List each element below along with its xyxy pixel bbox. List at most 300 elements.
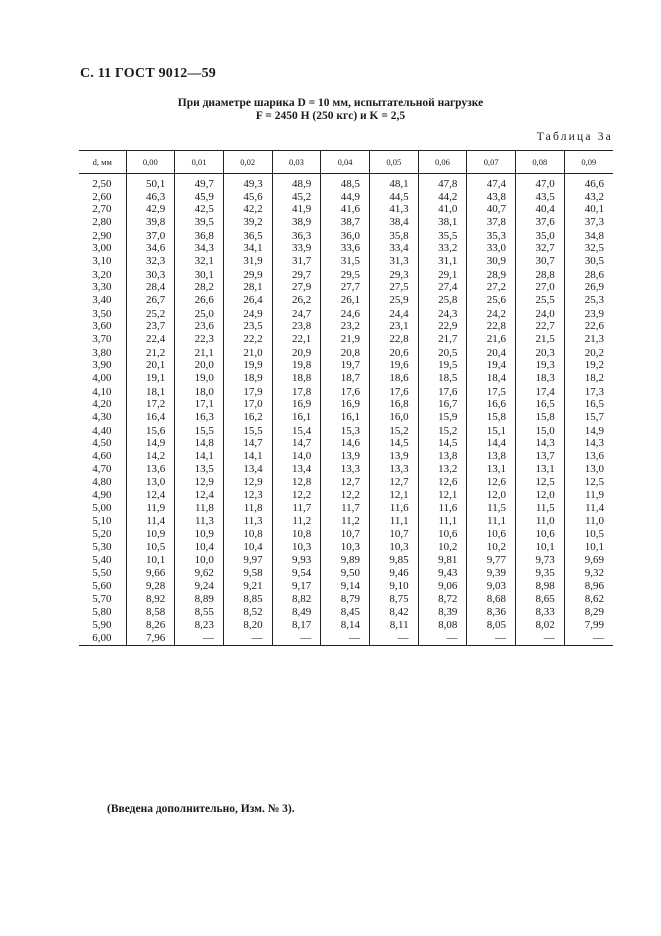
hardness-cell: 16,3 bbox=[175, 411, 224, 425]
page-header: С. 11 ГОСТ 9012—59 bbox=[80, 66, 217, 81]
hardness-cell: 13,6 bbox=[564, 450, 613, 464]
hardness-cell: 30,5 bbox=[564, 255, 613, 269]
hardness-cell: 38,9 bbox=[272, 216, 321, 230]
hardness-cell: 18,3 bbox=[516, 372, 565, 386]
hardness-cell: 19,1 bbox=[126, 372, 175, 386]
hardness-cell: 15,7 bbox=[564, 411, 613, 425]
hardness-cell: 14,3 bbox=[516, 437, 565, 450]
hardness-cell: 29,1 bbox=[418, 269, 467, 282]
hardness-cell: 43,8 bbox=[467, 191, 516, 204]
hardness-cell: 20,8 bbox=[321, 347, 370, 360]
diameter-cell: 5,00 bbox=[92, 502, 112, 515]
hardness-cell: 9,50 bbox=[321, 567, 370, 581]
hardness-cell: 36,5 bbox=[223, 230, 272, 243]
hardness-cell: 10,8 bbox=[223, 528, 272, 542]
hardness-cell: 24,2 bbox=[467, 308, 516, 321]
hardness-cell: 46,6 bbox=[564, 174, 613, 191]
hardness-cell: 30,9 bbox=[467, 255, 516, 269]
column-header: 0,05 bbox=[369, 151, 418, 174]
hardness-cell: 12,9 bbox=[223, 476, 272, 489]
hardness-cell: 38,7 bbox=[321, 216, 370, 230]
hardness-cell: 14,4 bbox=[467, 437, 516, 450]
hardness-cell: 14,9 bbox=[564, 425, 613, 438]
hardness-cell: 19,7 bbox=[321, 359, 370, 372]
hardness-cell: 8,55 bbox=[175, 606, 224, 620]
column-header: 0,01 bbox=[175, 151, 224, 174]
hardness-cell: 17,8 bbox=[272, 386, 321, 399]
hardness-cell: 35,8 bbox=[369, 230, 418, 243]
hardness-cell: 28,8 bbox=[516, 269, 565, 282]
hardness-cell: 11,3 bbox=[223, 515, 272, 528]
hardness-cell: 9,73 bbox=[516, 554, 565, 567]
hardness-cell: 12,7 bbox=[321, 476, 370, 489]
hardness-cell: 18,7 bbox=[321, 372, 370, 386]
hardness-cell: 32,7 bbox=[516, 242, 565, 255]
column-header: 0,07 bbox=[467, 151, 516, 174]
hardness-cell: 49,7 bbox=[175, 174, 224, 191]
hardness-cell: 9,10 bbox=[369, 580, 418, 593]
hardness-cell: 8,58 bbox=[126, 606, 175, 620]
hardness-cell: 27,9 bbox=[272, 281, 321, 294]
hardness-cell: 18,5 bbox=[418, 372, 467, 386]
hardness-cell: 50,1 bbox=[126, 174, 175, 191]
hardness-cell: 37,6 bbox=[516, 216, 565, 230]
hardness-cell: 9,54 bbox=[272, 567, 321, 581]
hardness-cell: 9,58 bbox=[223, 567, 272, 581]
hardness-cell: 17,1 bbox=[175, 398, 224, 411]
hardness-cell: 48,5 bbox=[321, 174, 370, 191]
hardness-cell: 34,3 bbox=[175, 242, 224, 255]
hardness-cell: 9,39 bbox=[467, 567, 516, 581]
hardness-cell: 17,4 bbox=[516, 386, 565, 399]
hardness-cell: 8,11 bbox=[369, 619, 418, 632]
hardness-cell: 24,7 bbox=[272, 308, 321, 321]
table-row bbox=[79, 450, 613, 464]
table-row bbox=[79, 463, 613, 476]
hardness-cell: 8,29 bbox=[564, 606, 613, 620]
hardness-cell: 28,6 bbox=[564, 269, 613, 282]
diameter-cell: 3,50 bbox=[92, 307, 112, 320]
hardness-cell: 14,7 bbox=[223, 437, 272, 450]
hardness-cell: 25,0 bbox=[175, 308, 224, 321]
hardness-cell: 10,5 bbox=[564, 528, 613, 542]
hardness-cell: 23,2 bbox=[321, 320, 370, 333]
hardness-cell: 10,8 bbox=[272, 528, 321, 542]
hardness-cell: 13,1 bbox=[516, 463, 565, 476]
hardness-cell: 33,6 bbox=[321, 242, 370, 255]
hardness-cell: 25,6 bbox=[467, 294, 516, 308]
hardness-cell: 12,4 bbox=[126, 489, 175, 503]
hardness-cell: 10,7 bbox=[369, 528, 418, 542]
hardness-cell: 18,1 bbox=[126, 386, 175, 399]
column-header: 0,09 bbox=[564, 151, 613, 174]
hardness-cell: 23,7 bbox=[126, 320, 175, 333]
table-row bbox=[79, 437, 613, 450]
hardness-cell: 8,08 bbox=[418, 619, 467, 632]
table-body bbox=[79, 174, 613, 646]
table-row bbox=[79, 580, 613, 593]
hardness-cell: 10,6 bbox=[516, 528, 565, 542]
hardness-cell: 49,3 bbox=[223, 174, 272, 191]
hardness-cell: 13,3 bbox=[369, 463, 418, 476]
hardness-cell: 19,8 bbox=[272, 359, 321, 372]
hardness-cell: 8,45 bbox=[321, 606, 370, 620]
hardness-cell: 13,4 bbox=[223, 463, 272, 476]
hardness-cell: — bbox=[369, 632, 418, 645]
hardness-cell: 13,5 bbox=[175, 463, 224, 476]
hardness-cell: 12,0 bbox=[516, 489, 565, 503]
hardness-cell: 40,7 bbox=[467, 203, 516, 216]
hardness-cell: 14,5 bbox=[418, 437, 467, 450]
diameter-cell: 3,10 bbox=[92, 255, 112, 268]
hardness-cell: 10,9 bbox=[126, 528, 175, 542]
diameter-cell: 3,40 bbox=[92, 294, 112, 307]
hardness-cell: 15,5 bbox=[223, 425, 272, 438]
hardness-cell: 9,17 bbox=[272, 580, 321, 593]
hardness-cell: 12,9 bbox=[175, 476, 224, 489]
hardness-cell: 33,2 bbox=[418, 242, 467, 255]
hardness-cell: 32,3 bbox=[126, 255, 175, 269]
hardness-cell: 22,8 bbox=[467, 320, 516, 333]
hardness-cell: 8,49 bbox=[272, 606, 321, 620]
hardness-cell: 16,5 bbox=[564, 398, 613, 411]
hardness-cell: — bbox=[564, 632, 613, 645]
hardness-cell: 10,9 bbox=[175, 528, 224, 542]
hardness-cell: 47,8 bbox=[418, 174, 467, 191]
hardness-cell: 20,3 bbox=[516, 347, 565, 360]
hardness-cell: 26,7 bbox=[126, 294, 175, 308]
hardness-cell: 29,3 bbox=[369, 269, 418, 282]
hardness-cell: 22,6 bbox=[564, 320, 613, 333]
hardness-cell: 21,1 bbox=[175, 347, 224, 360]
column-header: 0,00 bbox=[126, 151, 175, 174]
hardness-cell: 27,7 bbox=[321, 281, 370, 294]
table-row bbox=[79, 515, 613, 528]
hardness-cell: 17,9 bbox=[223, 386, 272, 399]
hardness-cell: 8,17 bbox=[272, 619, 321, 632]
hardness-cell: 19,2 bbox=[564, 359, 613, 372]
hardness-cell: 22,1 bbox=[272, 333, 321, 347]
hardness-cell: 15,8 bbox=[467, 411, 516, 425]
hardness-cell: 16,5 bbox=[516, 398, 565, 411]
hardness-cell: 11,7 bbox=[272, 502, 321, 515]
hardness-cell: 10,1 bbox=[516, 541, 565, 554]
table-row bbox=[79, 476, 613, 489]
hardness-cell: 35,5 bbox=[418, 230, 467, 243]
column-header: 0,04 bbox=[321, 151, 370, 174]
hardness-cell: 14,5 bbox=[369, 437, 418, 450]
hardness-cell: 8,72 bbox=[418, 593, 467, 606]
hardness-cell: 11,4 bbox=[126, 515, 175, 528]
table-row bbox=[79, 242, 613, 255]
table-row bbox=[79, 593, 613, 606]
hardness-cell: 16,9 bbox=[272, 398, 321, 411]
hardness-cell: 8,20 bbox=[223, 619, 272, 632]
hardness-cell: 17,5 bbox=[467, 386, 516, 399]
hardness-cell: 21,5 bbox=[516, 333, 565, 347]
hardness-cell: 10,2 bbox=[467, 541, 516, 554]
hardness-cell: 23,8 bbox=[272, 320, 321, 333]
hardness-cell: 10,1 bbox=[126, 554, 175, 567]
hardness-cell: 11,1 bbox=[369, 515, 418, 528]
hardness-cell: 37,8 bbox=[467, 216, 516, 230]
hardness-cell: 12,1 bbox=[369, 489, 418, 503]
hardness-cell: 15,8 bbox=[516, 411, 565, 425]
hardness-cell: 43,5 bbox=[516, 191, 565, 204]
diameter-cell: 3,90 bbox=[92, 359, 112, 372]
hardness-cell: 15,6 bbox=[126, 425, 175, 438]
hardness-cell: 28,4 bbox=[126, 281, 175, 294]
hardness-cell: 12,6 bbox=[418, 476, 467, 489]
hardness-cell: 25,5 bbox=[516, 294, 565, 308]
hardness-cell: 11,2 bbox=[321, 515, 370, 528]
hardness-cell: 16,4 bbox=[126, 411, 175, 425]
caption-line-2: F = 2450 Н (250 кгс) и K = 2,5 bbox=[255, 110, 406, 122]
hardness-cell: 13,3 bbox=[321, 463, 370, 476]
hardness-cell: 10,6 bbox=[418, 528, 467, 542]
column-header: 0,03 bbox=[272, 151, 321, 174]
hardness-cell: 22,9 bbox=[418, 320, 467, 333]
hardness-cell: 18,8 bbox=[272, 372, 321, 386]
hardness-cell: 11,5 bbox=[516, 502, 565, 515]
hardness-cell: 18,9 bbox=[223, 372, 272, 386]
table-row bbox=[79, 216, 613, 230]
hardness-cell: 8,98 bbox=[516, 580, 565, 593]
hardness-cell: 29,7 bbox=[272, 269, 321, 282]
table-row bbox=[79, 528, 613, 542]
hardness-cell: 44,2 bbox=[418, 191, 467, 204]
table-row bbox=[79, 269, 613, 282]
hardness-cell: 24,0 bbox=[516, 308, 565, 321]
hardness-cell: 32,1 bbox=[175, 255, 224, 269]
hardness-cell: 41,3 bbox=[369, 203, 418, 216]
hardness-cell: 33,9 bbox=[272, 242, 321, 255]
hardness-cell: 14,9 bbox=[126, 437, 175, 450]
hardness-cell: 41,0 bbox=[418, 203, 467, 216]
hardness-cell: 10,4 bbox=[175, 541, 224, 554]
hardness-cell: 10,5 bbox=[126, 541, 175, 554]
hardness-cell: 48,1 bbox=[369, 174, 418, 191]
hardness-cell: 13,8 bbox=[418, 450, 467, 464]
diameter-cell: 2,70 bbox=[92, 203, 112, 216]
hardness-cell: 15,3 bbox=[321, 425, 370, 438]
diameter-cell: 3,30 bbox=[92, 281, 112, 294]
table-label: Таблица 3а bbox=[536, 131, 613, 143]
table-row bbox=[79, 541, 613, 554]
hardness-cell: — bbox=[223, 632, 272, 645]
hardness-cell: 8,02 bbox=[516, 619, 565, 632]
hardness-cell: 10,3 bbox=[272, 541, 321, 554]
hardness-cell: 40,1 bbox=[564, 203, 613, 216]
hardness-cell: 48,9 bbox=[272, 174, 321, 191]
hardness-cell: 15,1 bbox=[467, 425, 516, 438]
table-row bbox=[79, 308, 613, 321]
hardness-cell: 8,85 bbox=[223, 593, 272, 606]
hardness-cell: 22,3 bbox=[175, 333, 224, 347]
hardness-cell: 31,5 bbox=[321, 255, 370, 269]
hardness-cell: 10,0 bbox=[175, 554, 224, 567]
hardness-cell: — bbox=[175, 632, 224, 645]
hardness-cell: 26,6 bbox=[175, 294, 224, 308]
diameter-cell: 5,80 bbox=[92, 606, 112, 619]
hardness-cell: 19,3 bbox=[516, 359, 565, 372]
table-row bbox=[79, 398, 613, 411]
diameter-cell: 3,20 bbox=[92, 268, 112, 281]
hardness-cell: 14,2 bbox=[126, 450, 175, 464]
hardness-cell: 23,6 bbox=[175, 320, 224, 333]
caption-line-1: При диаметре шарика D = 10 мм, испытательной нагрузке bbox=[177, 97, 484, 109]
table-row bbox=[79, 411, 613, 425]
diameter-cell: 4,00 bbox=[92, 372, 112, 385]
hardness-cell: 31,1 bbox=[418, 255, 467, 269]
hardness-cell: 8,89 bbox=[175, 593, 224, 606]
hardness-cell: 14,3 bbox=[564, 437, 613, 450]
hardness-cell: 9,77 bbox=[467, 554, 516, 567]
hardness-cell: 10,1 bbox=[564, 541, 613, 554]
table-row bbox=[79, 372, 613, 386]
hardness-cell: 11,0 bbox=[564, 515, 613, 528]
hardness-cell: 22,2 bbox=[223, 333, 272, 347]
hardness-cell: 30,1 bbox=[175, 269, 224, 282]
hardness-cell: 14,1 bbox=[175, 450, 224, 464]
hardness-cell: 11,9 bbox=[126, 502, 175, 515]
hardness-cell: 33,4 bbox=[369, 242, 418, 255]
hardness-cell: 34,1 bbox=[223, 242, 272, 255]
table-row bbox=[79, 347, 613, 360]
hardness-cell: 42,9 bbox=[126, 203, 175, 216]
hardness-cell: 10,3 bbox=[369, 541, 418, 554]
hardness-cell: 38,4 bbox=[369, 216, 418, 230]
hardness-cell: 8,42 bbox=[369, 606, 418, 620]
hardness-cell: 16,6 bbox=[467, 398, 516, 411]
table-row bbox=[79, 606, 613, 620]
table-row bbox=[79, 203, 613, 216]
hardness-cell: 21,0 bbox=[223, 347, 272, 360]
diameter-cell: 5,70 bbox=[92, 593, 112, 606]
hardness-cell: 10,7 bbox=[321, 528, 370, 542]
hardness-cell: 11,8 bbox=[175, 502, 224, 515]
hardness-cell: 17,6 bbox=[418, 386, 467, 399]
table-row bbox=[79, 567, 613, 581]
hardness-cell: 12,4 bbox=[175, 489, 224, 503]
hardness-cell: 9,21 bbox=[223, 580, 272, 593]
hardness-cell: 22,7 bbox=[516, 320, 565, 333]
diameter-cell: 3,70 bbox=[92, 333, 112, 346]
amendment-note: (Введена дополнительно, Изм. № 3). bbox=[107, 803, 295, 815]
table-row bbox=[79, 554, 613, 567]
hardness-cell: 8,96 bbox=[564, 580, 613, 593]
hardness-cell: 16,2 bbox=[223, 411, 272, 425]
hardness-cell: 16,9 bbox=[321, 398, 370, 411]
hardness-cell: 7,99 bbox=[564, 619, 613, 632]
hardness-cell: 9,89 bbox=[321, 554, 370, 567]
hardness-cell: 11,6 bbox=[369, 502, 418, 515]
table-row bbox=[79, 320, 613, 333]
hardness-cell: 23,9 bbox=[564, 308, 613, 321]
hardness-cell: 14,7 bbox=[272, 437, 321, 450]
hardness-cell: 9,06 bbox=[418, 580, 467, 593]
table-row bbox=[79, 191, 613, 204]
hardness-cell: 27,4 bbox=[418, 281, 467, 294]
hardness-cell: 12,5 bbox=[564, 476, 613, 489]
hardness-cell: 35,3 bbox=[467, 230, 516, 243]
hardness-cell: 27,5 bbox=[369, 281, 418, 294]
hardness-cell: 15,9 bbox=[418, 411, 467, 425]
hardness-cell: 20,6 bbox=[369, 347, 418, 360]
hardness-cell: 38,1 bbox=[418, 216, 467, 230]
hardness-cell: 10,3 bbox=[321, 541, 370, 554]
hardness-cell: 11,1 bbox=[418, 515, 467, 528]
hardness-cell: 9,97 bbox=[223, 554, 272, 567]
hardness-cell: 18,6 bbox=[369, 372, 418, 386]
hardness-cell: 39,2 bbox=[223, 216, 272, 230]
hardness-cell: — bbox=[516, 632, 565, 645]
hardness-cell: 39,5 bbox=[175, 216, 224, 230]
table-row bbox=[79, 386, 613, 399]
hardness-cell: 14,8 bbox=[175, 437, 224, 450]
hardness-cell: 8,68 bbox=[467, 593, 516, 606]
hardness-cell: — bbox=[418, 632, 467, 645]
diameter-cell: 4,80 bbox=[92, 476, 112, 489]
hardness-cell: — bbox=[321, 632, 370, 645]
hardness-cell: 9,46 bbox=[369, 567, 418, 581]
hardness-cell: 12,3 bbox=[223, 489, 272, 503]
hardness-cell: 17,6 bbox=[321, 386, 370, 399]
diameter-cell: 6,00 bbox=[79, 632, 126, 645]
hardness-cell: 12,2 bbox=[272, 489, 321, 503]
hardness-cell: 20,1 bbox=[126, 359, 175, 372]
hardness-cell: 9,93 bbox=[272, 554, 321, 567]
hardness-cell: 9,14 bbox=[321, 580, 370, 593]
hardness-cell: 12,7 bbox=[369, 476, 418, 489]
hardness-cell: 22,8 bbox=[369, 333, 418, 347]
hardness-cell: 32,5 bbox=[564, 242, 613, 255]
hardness-cell: 12,1 bbox=[418, 489, 467, 503]
hardness-cell: 21,3 bbox=[564, 333, 613, 347]
hardness-cell: 15,2 bbox=[369, 425, 418, 438]
hardness-cell: 26,9 bbox=[564, 281, 613, 294]
hardness-cell: 43,2 bbox=[564, 191, 613, 204]
hardness-cell: 13,9 bbox=[321, 450, 370, 464]
hardness-cell: 11,6 bbox=[418, 502, 467, 515]
hardness-cell: 8,52 bbox=[223, 606, 272, 620]
hardness-cell: 14,0 bbox=[272, 450, 321, 464]
hardness-cell: 9,62 bbox=[175, 567, 224, 581]
diameter-cell: 5,10 bbox=[92, 515, 112, 528]
hardness-cell: 24,9 bbox=[223, 308, 272, 321]
diameter-cell: 5,90 bbox=[92, 619, 112, 632]
hardness-cell: 9,43 bbox=[418, 567, 467, 581]
diameter-cell: 5,40 bbox=[92, 554, 112, 567]
hardness-cell: 11,4 bbox=[564, 502, 613, 515]
hardness-cell: 29,9 bbox=[223, 269, 272, 282]
hardness-cell: 30,3 bbox=[126, 269, 175, 282]
hardness-cell: 19,0 bbox=[175, 372, 224, 386]
hardness-cell: 37,3 bbox=[564, 216, 613, 230]
hardness-cell: 16,7 bbox=[418, 398, 467, 411]
table-row bbox=[79, 281, 613, 294]
hardness-cell: 27,0 bbox=[516, 281, 565, 294]
hardness-cell: 13,0 bbox=[126, 476, 175, 489]
hardness-cell: 9,81 bbox=[418, 554, 467, 567]
hardness-cell: 34,8 bbox=[564, 230, 613, 243]
hardness-cell: 10,2 bbox=[418, 541, 467, 554]
table-row bbox=[79, 174, 613, 191]
hardness-cell: 15,0 bbox=[516, 425, 565, 438]
hardness-cell: 14,1 bbox=[223, 450, 272, 464]
diameter-cell: 5,20 bbox=[92, 528, 112, 541]
column-header: 0,02 bbox=[223, 151, 272, 174]
